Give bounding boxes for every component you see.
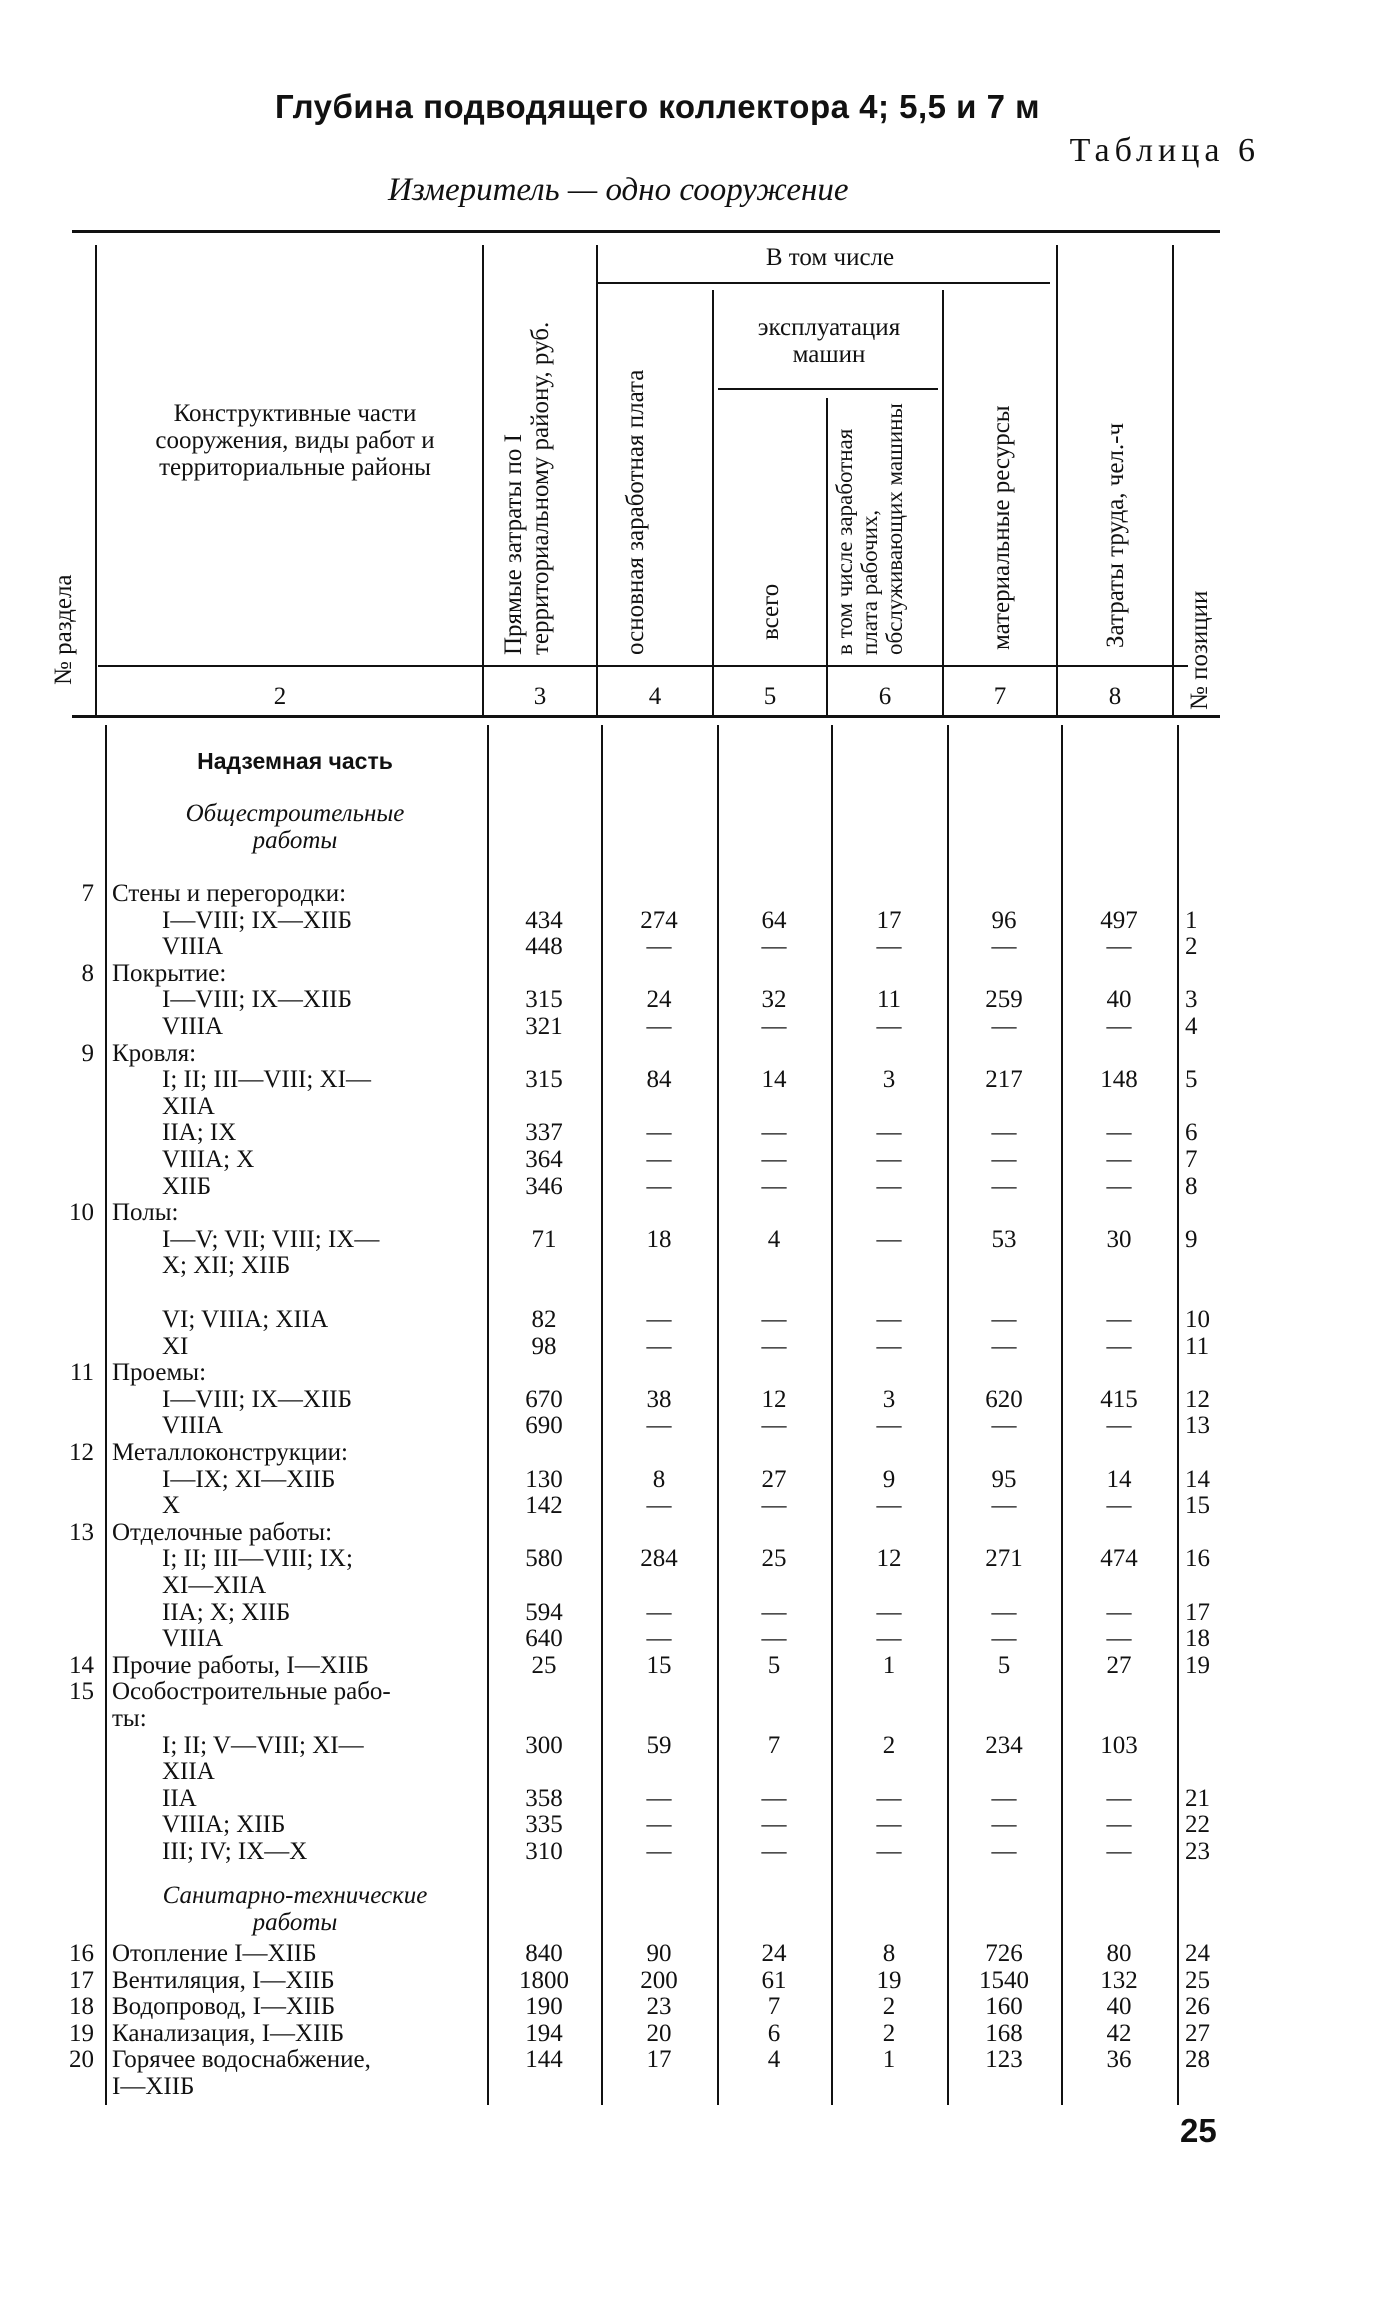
data-cell: 36 <box>1106 2046 1132 2074</box>
data-cell: — <box>991 1306 1017 1333</box>
data-cell: 42 <box>1106 2019 1132 2047</box>
row-label: IIA <box>162 1784 197 1812</box>
data-cell: 620 <box>985 1385 1023 1413</box>
data-cell: — <box>761 933 787 961</box>
data-cell: 18 <box>1185 1625 1210 1653</box>
row-label: VI; VIIIA; XIIA <box>162 1306 329 1333</box>
table-title: Глубина подводящего коллектора 4; 5,5 и 7 м <box>275 88 1041 125</box>
data-cell: — <box>991 1625 1017 1653</box>
data-cell: — <box>876 1412 902 1440</box>
col-number: 3 <box>533 683 547 710</box>
data-cell: 6 <box>767 2019 781 2047</box>
data-cell: — <box>1106 933 1132 961</box>
row-label: Металлоконструкции: <box>112 1439 348 1466</box>
data-cell: — <box>1106 1412 1132 1440</box>
data-cell: 168 <box>985 2019 1023 2047</box>
body-vline <box>717 725 719 2105</box>
machines-rule <box>718 388 938 390</box>
data-cell: — <box>646 1811 672 1839</box>
data-cell: 271 <box>985 1545 1023 1573</box>
data-cell: — <box>991 1784 1017 1812</box>
data-cell: 1800 <box>519 1966 569 1994</box>
row-label: VIIIA; XIIБ <box>162 1811 286 1839</box>
data-cell: 23 <box>646 1993 672 2021</box>
data-cell: 346 <box>525 1172 563 1200</box>
data-cell: 310 <box>525 1838 563 1865</box>
data-cell: — <box>646 1625 672 1653</box>
hdr-vline <box>1172 245 1174 715</box>
subheading-general: Общестроительные работы <box>185 800 405 854</box>
col-number: 4 <box>648 683 662 710</box>
data-cell: — <box>1106 1119 1132 1147</box>
data-cell: — <box>761 1119 787 1147</box>
data-cell: 448 <box>525 933 563 961</box>
data-cell: 130 <box>525 1465 563 1493</box>
data-cell: — <box>876 1306 902 1333</box>
data-cell: — <box>991 933 1017 961</box>
data-cell: 18 <box>646 1225 672 1253</box>
data-cell: 9 <box>882 1465 896 1493</box>
data-cell: — <box>1106 1146 1132 1173</box>
data-cell: 30 <box>1106 1225 1132 1253</box>
row-label: Покрытие: <box>112 959 227 987</box>
data-cell: — <box>1106 1838 1132 1865</box>
data-cell: 259 <box>985 986 1023 1014</box>
section-number: 14 <box>69 1651 94 1679</box>
data-cell: 27 <box>1185 2019 1210 2047</box>
data-cell: — <box>876 1784 902 1812</box>
data-cell: 4 <box>767 2046 781 2074</box>
data-cell: 5 <box>1185 1066 1198 1094</box>
data-cell: 22 <box>1185 1811 1210 1839</box>
row-label: IIA; X; XIIБ <box>162 1598 291 1626</box>
col-number-rule <box>98 665 1188 667</box>
data-cell: 640 <box>525 1625 563 1653</box>
section-number: 19 <box>69 2019 94 2047</box>
data-cell: — <box>876 1625 902 1653</box>
data-cell: 580 <box>525 1545 563 1573</box>
data-cell: 53 <box>991 1225 1017 1253</box>
data-cell: — <box>761 1625 787 1653</box>
data-cell: — <box>761 1811 787 1839</box>
row-label: Кровля: <box>112 1039 197 1067</box>
data-cell: 9 <box>1185 1225 1198 1253</box>
data-cell: 98 <box>531 1332 557 1360</box>
row-label: ты: <box>112 1705 147 1732</box>
data-cell: — <box>761 1598 787 1626</box>
data-cell: 148 <box>1100 1066 1138 1094</box>
row-label: VIIIA <box>162 1625 224 1653</box>
row-label: I—VIII; IX—XIIБ <box>162 986 352 1014</box>
data-cell: 19 <box>876 1966 902 1994</box>
data-cell: — <box>646 1838 672 1865</box>
data-cell: — <box>991 1146 1017 1173</box>
data-cell: 690 <box>525 1412 563 1440</box>
data-cell: — <box>1106 1332 1132 1360</box>
data-cell: 11 <box>876 986 902 1014</box>
data-cell: — <box>646 1119 672 1147</box>
section-number: 18 <box>69 1993 94 2021</box>
hdr-vline <box>826 398 828 715</box>
data-cell: 27 <box>1106 1651 1132 1679</box>
data-cell: 14 <box>761 1066 787 1094</box>
data-cell: 82 <box>531 1306 557 1333</box>
data-cell: 2 <box>1185 933 1198 961</box>
body-vline <box>1061 725 1063 2105</box>
data-cell: 1 <box>1185 906 1198 934</box>
row-label: Канализация, I—XIIБ <box>112 2019 345 2047</box>
data-cell: 17 <box>876 906 902 934</box>
data-cell: 12 <box>761 1385 787 1413</box>
data-cell: 594 <box>525 1598 563 1626</box>
data-cell: 21 <box>1185 1784 1210 1812</box>
data-cell: 80 <box>1106 1940 1132 1967</box>
data-cell: — <box>991 1598 1017 1626</box>
data-cell: 2 <box>882 1993 896 2021</box>
data-cell: — <box>646 1306 672 1333</box>
section-number: 8 <box>81 959 94 987</box>
row-label: I—XIIБ <box>112 2073 195 2100</box>
data-cell: — <box>991 1172 1017 1200</box>
header-incl: В том числе <box>765 244 895 271</box>
data-cell: — <box>876 1598 902 1626</box>
data-cell: 8 <box>1185 1172 1198 1200</box>
section-number: 10 <box>69 1199 94 1227</box>
data-cell: 19 <box>1185 1651 1210 1679</box>
data-cell: — <box>991 1811 1017 1839</box>
meter-caption: Измеритель — одно сооружение <box>388 172 849 208</box>
data-cell: 315 <box>525 986 563 1014</box>
data-cell: 8 <box>652 1465 666 1493</box>
data-cell: — <box>1106 1013 1132 1040</box>
section-number: 20 <box>69 2046 94 2074</box>
hdr-vline <box>1056 245 1058 715</box>
data-cell: — <box>761 1492 787 1520</box>
data-cell: 20 <box>646 2019 672 2047</box>
data-cell: 190 <box>525 1993 563 2021</box>
data-cell: — <box>876 1811 902 1839</box>
row-label: XI <box>162 1332 189 1360</box>
body-vline <box>831 725 833 2105</box>
data-cell: — <box>646 1598 672 1626</box>
section-number: 11 <box>69 1359 94 1387</box>
header-wage: основная заработная плата <box>622 369 649 655</box>
data-cell: — <box>761 1412 787 1440</box>
col-number: 6 <box>878 683 892 710</box>
row-label: VIIIA <box>162 1412 224 1440</box>
data-cell: — <box>876 1146 902 1173</box>
data-cell: 25 <box>761 1545 787 1573</box>
data-cell: 474 <box>1100 1545 1138 1573</box>
hdr-vline <box>596 245 598 715</box>
data-cell: 2 <box>882 1731 896 1759</box>
header-section: № раздела <box>50 574 77 685</box>
row-label: Горячее водоснабжение, <box>112 2046 371 2074</box>
data-cell: 300 <box>525 1731 563 1759</box>
data-cell: 337 <box>525 1119 563 1147</box>
data-cell: — <box>761 1784 787 1812</box>
body-vline <box>487 725 489 2105</box>
data-cell: — <box>646 1412 672 1440</box>
subheading-sanitary: Санитарно-технические работы <box>162 1882 428 1936</box>
data-cell: 7 <box>767 1993 781 2021</box>
data-cell: — <box>876 1838 902 1865</box>
body-vline <box>601 725 603 2105</box>
data-cell: — <box>646 1013 672 1040</box>
row-label: Вентиляция, I—XIIБ <box>112 1966 335 1994</box>
page-number: 25 <box>1180 2112 1217 2149</box>
data-cell: — <box>1106 1625 1132 1653</box>
data-cell: — <box>1106 1172 1132 1200</box>
data-cell: 3 <box>1185 986 1198 1014</box>
data-cell: 64 <box>761 906 787 934</box>
data-cell: — <box>646 1146 672 1173</box>
row-label: VIIIA <box>162 933 224 961</box>
hdr-vline <box>942 290 944 715</box>
header-position: № позиции <box>1186 590 1213 710</box>
data-cell: 6 <box>1185 1119 1198 1147</box>
data-cell: — <box>1106 1811 1132 1839</box>
hdr-vline <box>712 290 714 715</box>
header-labor: Затраты труда, чел.-ч <box>1102 422 1129 648</box>
data-cell: 132 <box>1100 1966 1138 1994</box>
data-cell: — <box>991 1332 1017 1360</box>
data-cell: 95 <box>991 1465 1017 1493</box>
col-number: 8 <box>1108 683 1122 710</box>
data-cell: 315 <box>525 1066 563 1094</box>
data-cell: 194 <box>525 2019 563 2047</box>
data-cell: — <box>761 1172 787 1200</box>
data-cell: 497 <box>1100 906 1138 934</box>
hdr-vline <box>95 245 97 715</box>
data-cell: 670 <box>525 1385 563 1413</box>
data-cell: 14 <box>1106 1465 1132 1493</box>
data-cell: 123 <box>985 2046 1023 2074</box>
header-machwage: в том числе заработная плата рабочих, обслуживающих машины <box>832 403 907 655</box>
data-cell: 26 <box>1185 1993 1210 2021</box>
data-cell: 160 <box>985 1993 1023 2021</box>
row-label: Стены и перегородки: <box>112 880 347 907</box>
data-cell: 284 <box>640 1545 678 1573</box>
data-cell: 321 <box>525 1013 563 1040</box>
data-cell: 358 <box>525 1784 563 1812</box>
data-cell: — <box>876 1013 902 1040</box>
data-cell: — <box>991 1013 1017 1040</box>
data-cell: 10 <box>1185 1306 1210 1333</box>
data-cell: 3 <box>882 1066 896 1094</box>
row-label: I—V; VII; VIII; IX— <box>162 1225 380 1253</box>
row-label: III; IV; IX—X <box>162 1838 308 1865</box>
section-number: 16 <box>69 1940 94 1967</box>
data-cell: — <box>646 1492 672 1520</box>
data-cell: 24 <box>761 1940 787 1967</box>
col-number: 7 <box>993 683 1007 710</box>
data-cell: 274 <box>640 906 678 934</box>
row-label: Водопровод, I—XIIБ <box>112 1993 336 2021</box>
section-number: 13 <box>69 1518 94 1546</box>
data-cell: — <box>761 1146 787 1173</box>
body-vline <box>1177 725 1179 2105</box>
data-cell: 5 <box>767 1651 781 1679</box>
row-label: XIIA <box>162 1092 215 1120</box>
data-cell: 13 <box>1185 1412 1210 1440</box>
data-cell: — <box>991 1412 1017 1440</box>
data-cell: 144 <box>525 2046 563 2074</box>
data-cell: 335 <box>525 1811 563 1839</box>
data-cell: 217 <box>985 1066 1023 1094</box>
data-cell: 1540 <box>979 1966 1029 1994</box>
data-cell: 23 <box>1185 1838 1210 1865</box>
data-cell: — <box>876 1119 902 1147</box>
row-label: XIIA <box>162 1758 215 1786</box>
header-parts: Конструктивные части сооружения, виды работ и территориальные районы <box>155 400 435 481</box>
data-cell: 415 <box>1100 1385 1138 1413</box>
row-label: X <box>162 1492 181 1520</box>
data-cell: — <box>1106 1492 1132 1520</box>
row-label: I—VIII; IX—XIIБ <box>162 906 352 934</box>
row-label: X; XII; XIIБ <box>162 1252 291 1280</box>
row-label: XI—XIIA <box>162 1572 267 1599</box>
data-cell: — <box>761 1013 787 1040</box>
row-label: I—VIII; IX—XIIБ <box>162 1385 352 1413</box>
data-cell: 726 <box>985 1940 1023 1967</box>
data-cell: 24 <box>1185 1940 1210 1967</box>
data-cell: 25 <box>531 1651 557 1679</box>
data-cell: — <box>646 1172 672 1200</box>
data-cell: — <box>646 933 672 961</box>
data-cell: — <box>991 1838 1017 1865</box>
body-vline <box>105 725 107 2105</box>
data-cell: 40 <box>1106 986 1132 1014</box>
data-cell: — <box>876 1225 902 1253</box>
section-number: 9 <box>81 1039 94 1067</box>
data-cell: — <box>991 1119 1017 1147</box>
section-number: 12 <box>69 1439 94 1466</box>
data-cell: — <box>876 1492 902 1520</box>
data-cell: 59 <box>646 1731 672 1759</box>
header-direct: Прямые затраты по I территориальному району, руб. <box>500 321 554 655</box>
section-number: 17 <box>69 1966 94 1994</box>
row-label: Проемы: <box>112 1359 207 1387</box>
data-cell: 103 <box>1100 1731 1138 1759</box>
data-cell: — <box>761 1838 787 1865</box>
data-cell: 25 <box>1185 1966 1210 1994</box>
row-label: VIIIA <box>162 1013 224 1040</box>
data-cell: 2 <box>882 2019 896 2047</box>
incl-rule <box>598 282 1050 284</box>
data-cell: 38 <box>646 1385 672 1413</box>
data-cell: 3 <box>882 1385 896 1413</box>
data-cell: 24 <box>646 986 672 1014</box>
header-bottom-rule <box>72 715 1220 718</box>
data-cell: — <box>761 1332 787 1360</box>
data-cell: — <box>991 1492 1017 1520</box>
data-cell: 7 <box>1185 1146 1198 1173</box>
row-label: Полы: <box>112 1199 179 1227</box>
data-cell: — <box>876 933 902 961</box>
data-cell: 200 <box>640 1966 678 1994</box>
data-cell: 4 <box>1185 1013 1198 1040</box>
data-cell: 7 <box>767 1731 781 1759</box>
col-number: 2 <box>273 683 287 710</box>
data-cell: 32 <box>761 986 787 1014</box>
row-label: Особостроительные рабо- <box>112 1678 391 1706</box>
header-total: всего <box>757 583 784 640</box>
data-cell: — <box>761 1306 787 1333</box>
data-cell: 28 <box>1185 2046 1210 2074</box>
data-cell: 142 <box>525 1492 563 1520</box>
data-cell: — <box>1106 1784 1132 1812</box>
data-cell: 15 <box>646 1651 672 1679</box>
section-number: 15 <box>69 1678 94 1706</box>
data-cell: 434 <box>525 906 563 934</box>
data-cell: 16 <box>1185 1545 1210 1573</box>
data-cell: 17 <box>646 2046 672 2074</box>
data-cell: 5 <box>997 1651 1011 1679</box>
data-cell: 84 <box>646 1066 672 1094</box>
row-label: I; II; III—VIII; XI— <box>162 1066 371 1094</box>
hdr-vline <box>482 245 484 715</box>
data-cell: 12 <box>1185 1385 1210 1413</box>
data-cell: 364 <box>525 1146 563 1173</box>
data-cell: — <box>646 1332 672 1360</box>
col-number: 5 <box>763 683 777 710</box>
data-cell: 14 <box>1185 1465 1210 1493</box>
row-label: Прочие работы, I—XIIБ <box>112 1651 369 1679</box>
data-cell: — <box>1106 1598 1132 1626</box>
data-cell: 1 <box>882 2046 896 2074</box>
header-materials: материальные ресурсы <box>988 405 1015 650</box>
header-top-rule <box>72 230 1220 233</box>
data-cell: — <box>646 1784 672 1812</box>
data-cell: 71 <box>531 1225 557 1253</box>
data-cell: 1 <box>882 1651 896 1679</box>
row-label: IIA; IX <box>162 1119 237 1147</box>
data-cell: 4 <box>767 1225 781 1253</box>
data-cell: 11 <box>1185 1332 1210 1360</box>
row-label: I; II; III—VIII; IX; <box>162 1545 353 1573</box>
subheading-above-ground: Надземная часть <box>197 748 393 774</box>
data-cell: 17 <box>1185 1598 1210 1626</box>
body-vline <box>947 725 949 2105</box>
data-cell: — <box>876 1332 902 1360</box>
data-cell: 8 <box>882 1940 896 1967</box>
data-cell: 61 <box>761 1966 787 1994</box>
row-label: VIIIA; X <box>162 1146 255 1173</box>
data-cell: 96 <box>991 906 1017 934</box>
data-cell: 12 <box>876 1545 902 1573</box>
data-cell: 234 <box>985 1731 1023 1759</box>
row-label: I; II; V—VIII; XI— <box>162 1731 364 1759</box>
data-cell: 15 <box>1185 1492 1210 1520</box>
data-cell: — <box>876 1172 902 1200</box>
data-cell: 27 <box>761 1465 787 1493</box>
data-cell: 40 <box>1106 1993 1132 2021</box>
data-cell: — <box>1106 1306 1132 1333</box>
row-label: Отделочные работы: <box>112 1518 333 1546</box>
table-number: Таблица 6 <box>1069 132 1260 169</box>
row-label: Отопление I—XIIБ <box>112 1940 317 1967</box>
data-cell: 90 <box>646 1940 672 1967</box>
row-label: XIIБ <box>162 1172 212 1200</box>
data-cell: 840 <box>525 1940 563 1967</box>
section-number: 7 <box>81 880 94 907</box>
header-machines: эксплуатация машин <box>757 314 901 368</box>
row-label: I—IX; XI—XIIБ <box>162 1465 336 1493</box>
